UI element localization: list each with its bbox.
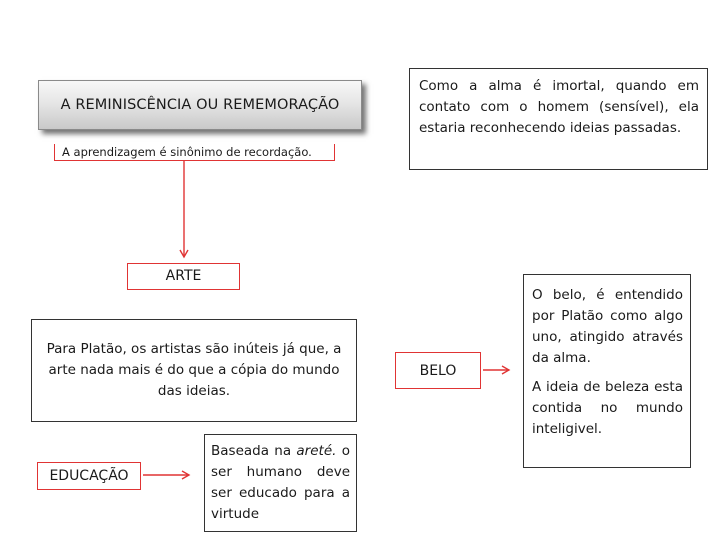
belo-label: BELO [419, 362, 457, 379]
belo-paragraph-2: A ideia de beleza esta contida no mundo inteligivel. [532, 379, 683, 437]
arete-rest: o ser humano deve ser educado para a virtude [211, 443, 350, 522]
immortal-soul-text: Como a alma é imortal, quando em contato com o homem (sensível), ela estaria reconhecendo ideias passadas. [419, 78, 699, 136]
arete-term: areté. [296, 443, 337, 459]
belo-paragraph-1: O belo, é entendido por Platão como algo uno, atingido através da alma. [532, 287, 683, 366]
subtitle-text: A aprendizagem é sinônimo de recordação. [62, 145, 312, 159]
concept-title: A REMINISCÊNCIA OU REMEMORAÇÃO [60, 97, 340, 113]
platao-art-text: Para Platão, os artistas são inúteis já que, a arte nada mais é do que a cópia do mundo das ideias. [46, 341, 342, 399]
educacao-label: EDUCAÇÃO [49, 468, 129, 484]
arete-prefix: Baseada na [211, 443, 292, 459]
arte-label: ARTE [165, 268, 202, 284]
